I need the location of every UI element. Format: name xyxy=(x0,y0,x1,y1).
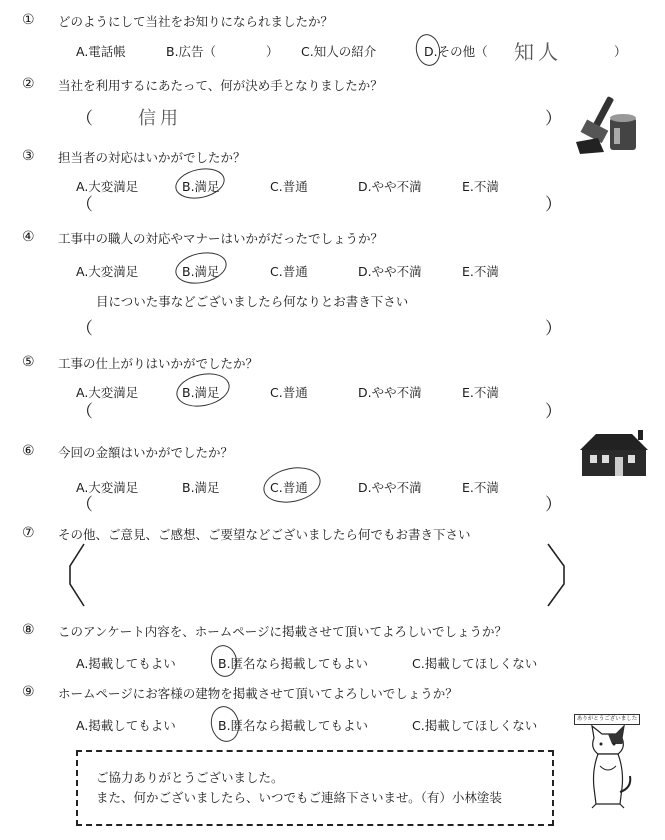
option-b-close: ） xyxy=(266,44,279,59)
question-text: どのようにして当社をお知りになられましたか？ xyxy=(58,14,334,29)
option-d[interactable]: D.やや不満 xyxy=(358,385,422,400)
question-number: ⑧ xyxy=(22,622,35,638)
question-number: ⑤ xyxy=(22,354,35,370)
question-text: 今回の金額はいかがでしたか？ xyxy=(58,445,234,460)
question-number: ① xyxy=(22,12,35,28)
thank-you-line: ご協力ありがとうございました。 xyxy=(96,770,284,785)
paren-open: （ xyxy=(76,319,93,339)
question-number: ③ xyxy=(22,148,35,164)
option-e[interactable]: E.不満 xyxy=(462,264,499,279)
option-b[interactable]: B.広告（ xyxy=(166,44,217,59)
option-a[interactable]: A.大変満足 xyxy=(76,480,139,495)
option-e[interactable]: E.不満 xyxy=(462,179,499,194)
handwritten-answer: 信用 xyxy=(138,108,182,129)
option-b[interactable]: B.満足 xyxy=(182,264,220,279)
option-d[interactable]: D.やや不満 xyxy=(358,480,422,495)
question-number: ⑥ xyxy=(22,443,35,459)
option-a[interactable]: A.掲載してもよい xyxy=(76,656,176,671)
question-number: ④ xyxy=(22,229,35,245)
paren-open: （ xyxy=(76,195,93,215)
option-a[interactable]: A.大変満足 xyxy=(76,264,139,279)
question-text: 工事の仕上がりはいかがでしたか？ xyxy=(58,356,259,371)
question-number: ⑨ xyxy=(22,684,35,700)
option-a[interactable]: A.大変満足 xyxy=(76,179,139,194)
option-d[interactable]: D.やや不満 xyxy=(358,179,422,194)
option-c[interactable]: C.掲載してほしくない xyxy=(412,656,538,671)
option-b[interactable]: B.匿名なら掲載してもよい xyxy=(218,656,369,671)
option-a[interactable]: A.掲載してもよい xyxy=(76,718,176,733)
option-b[interactable]: B.満足 xyxy=(182,179,220,194)
question-text: ホームページにお客様の建物を掲載させて頂いてよろしいでしょうか？ xyxy=(58,686,458,701)
question-text: その他、ご意見、ご感想、ご要望などございましたら何でもお書き下さい xyxy=(58,527,471,542)
question-subtext: 目についた事などございましたら何なりとお書き下さい xyxy=(96,294,409,309)
paren-close: ） xyxy=(545,495,562,515)
option-b[interactable]: B.匿名なら掲載してもよい xyxy=(218,718,369,733)
paren-open: （ xyxy=(76,109,93,129)
option-c[interactable]: C.普通 xyxy=(270,179,308,194)
cat-icon xyxy=(578,726,638,810)
paren-close: ） xyxy=(545,319,562,339)
question-number: ② xyxy=(22,76,35,92)
option-a[interactable]: A.大変満足 xyxy=(76,385,139,400)
paren-open: （ xyxy=(76,495,93,515)
paren-close: ） xyxy=(545,195,562,215)
paren-close: ） xyxy=(545,402,562,422)
question-text: このアンケート内容を、ホームページに掲載させて頂いてよろしいでしょうか？ xyxy=(58,624,508,639)
handwritten-answer: 知人 xyxy=(514,40,562,64)
option-c[interactable]: C.掲載してほしくない xyxy=(412,718,538,733)
option-b[interactable]: B.満足 xyxy=(182,480,220,495)
contact-line: また、何かございましたら、いつでもご連絡下さいませ。（有）小林塗装 xyxy=(96,790,502,805)
option-b[interactable]: B.満足 xyxy=(182,385,220,400)
option-c[interactable]: C.普通 xyxy=(270,385,308,400)
question-text: 当社を利用するにあたって、何が決め手となりましたか？ xyxy=(58,78,383,93)
question-number: ⑦ xyxy=(22,525,35,541)
paren-close: ） xyxy=(545,109,562,129)
option-d[interactable]: D.その他（ xyxy=(424,44,488,59)
option-c[interactable]: C.普通 xyxy=(270,264,308,279)
option-e[interactable]: E.不満 xyxy=(462,385,499,400)
option-c[interactable]: C.知人の紹介 xyxy=(301,44,377,59)
paren-open: （ xyxy=(76,402,93,422)
question-text: 工事中の職人の対応やマナーはいかがだったでしょうか？ xyxy=(58,231,384,246)
option-a[interactable]: A.電話帳 xyxy=(76,44,126,59)
option-e[interactable]: E.不満 xyxy=(462,480,499,495)
option-d-close: ） xyxy=(614,44,627,59)
option-d[interactable]: D.やや不満 xyxy=(358,264,422,279)
cat-sign: ありがとうございました xyxy=(574,714,640,725)
option-c[interactable]: C.普通 xyxy=(270,480,308,495)
question-text: 担当者の対応はいかがでしたか？ xyxy=(58,150,246,165)
